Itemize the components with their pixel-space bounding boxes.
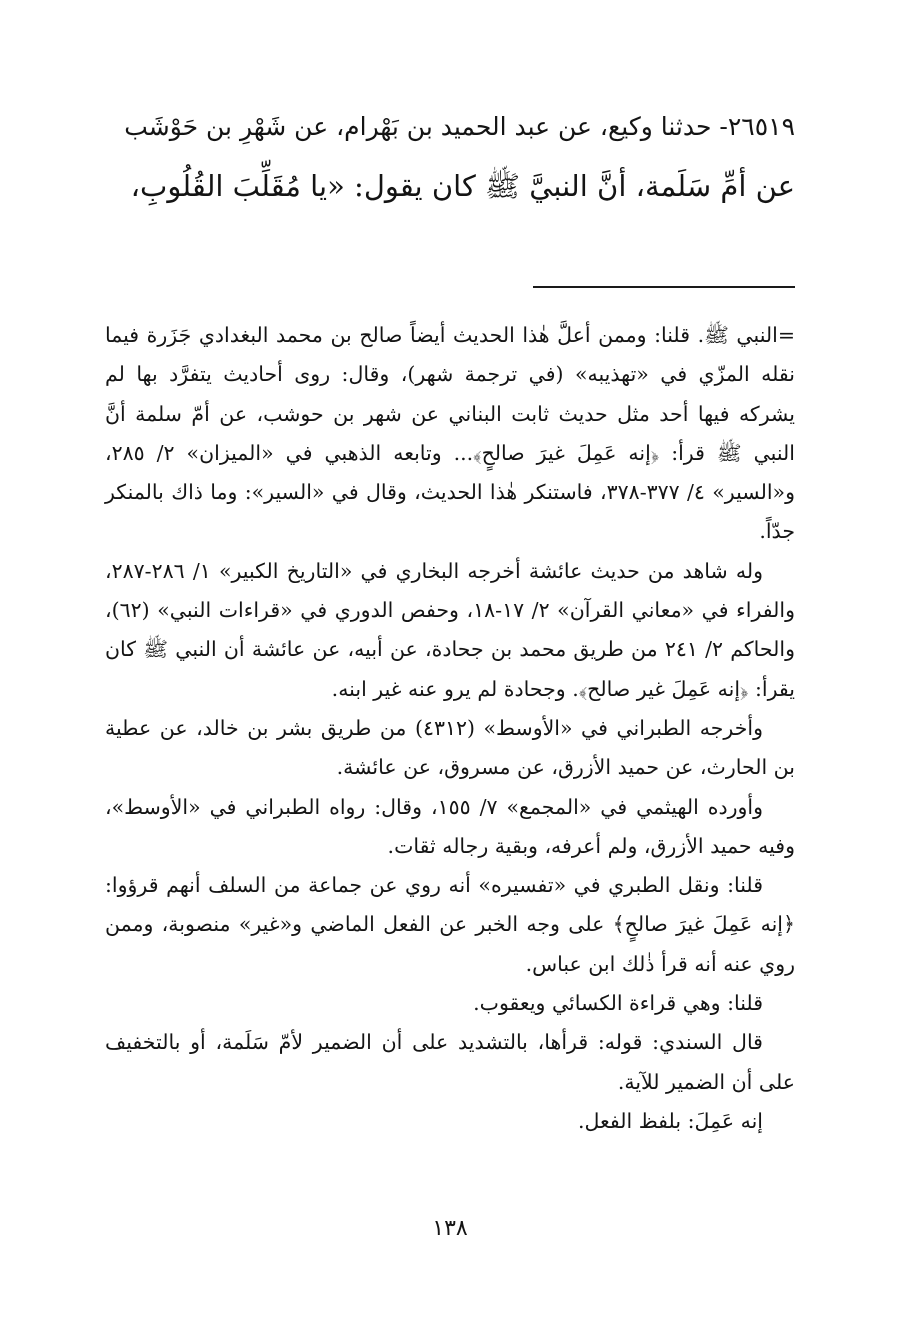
footnote-paragraph: وأورده الهيثمي في «المجمع» ٧/ ١٥٥، وقال: رواه الطبراني في «الأوسط»، وفيه حميد الأزرق، ولم أعرفه، وبقية رجاله ثقات.	[105, 794, 795, 858]
footnote-paragraph: وله شاهد من حديث عائشة أخرجه البخاري في «التاريخ الكبير» ١/ ٢٨٦-٢٨٧، والفراء في «معاني القرآن» ٢/ ١٧-١٨، وحفص الدوري في «قراءات النبي» (٦٢)، والحاكم ٢/ ٢٤١ من طريق محمد بن جحادة، عن أبيه، عن عائشة أن النبي ﷺ كان يقرأ: ﴿إنه عَمِلَ غير صالح﴾. وجحادة لم يرو عنه غير ابنه.	[105, 558, 795, 701]
footnote-paragraph: =النبي ﷺ. قلنا: وممن أعلَّ هٰذا الحديث أيضاً صالح بن محمد البغدادي جَزَرة فيما نقله المزّي في «تهذيبه» (في ترجمة شهر)، وقال: روى أحاديث يتفرَّد بها لم يشركه فيها أحد مثل حديث ثابت البناني عن شهر بن حوشب، عن أمّ سلمة أنَّ النبي ﷺ قرأ: ﴿إنه عَمِلَ غيرَ صالحٍ﴾... وتابعه الذهبي في «الميزان» ٢/ ٢٨٥، و«السير» ٤/ ٣٧٧-٣٧٨، فاستنكر هٰذا الحديث، وقال في «السير»: وما ذاك بالمنكر جدّاً.	[105, 323, 795, 544]
footnote-paragraph: قلنا: ونقل الطبري في «تفسيره» أنه روي عن جماعة من السلف أنهم قرؤوا: ﴿إنه عَمِلَ غيرَ صالحٍ﴾ على وجه الخبر عن الفعل الماضي و«غير» منصوبة، وممن روي عنه أنه قرأ ذٰلك ابن عباس.	[105, 873, 795, 976]
document-page	[105, 104, 795, 1294]
footnote-paragraph: وأخرجه الطبراني في «الأوسط» (٤٣١٢) من طريق بشر بن خالد، عن عطية بن الحارث، عن حميد الأزرق، عن مسروق، عن عائشة.	[105, 715, 795, 780]
page-number: ١٣٨	[432, 1216, 468, 1241]
footnotes	[105, 316, 795, 1141]
hadith-chain: ٢٦٥١٩- حدثنا وكيع، عن عبد الحميد بن بَهْرام، عن شَهْرِ بن حَوْشَب	[124, 112, 795, 141]
main-text	[105, 104, 795, 212]
footnote-paragraph: قلنا: وهي قراءة الكسائي ويعقوب.	[473, 991, 763, 1016]
hadith-text: عن أمِّ سَلَمة، أنَّ النبيَّ ﷺ كان يقول: «يا مُقَلِّبَ القُلُوبِ،	[130, 169, 795, 203]
footnote-paragraph: قال السندي: قوله: قرأها، بالتشديد على أن الضمير لأمّ سَلَمة، أو بالتخفيف على أن الضمير للآية.	[105, 1030, 795, 1094]
footnote-paragraph: إنه عَمِلَ: بلفظ الفعل.	[577, 1108, 763, 1133]
footnote-separator	[533, 286, 795, 288]
